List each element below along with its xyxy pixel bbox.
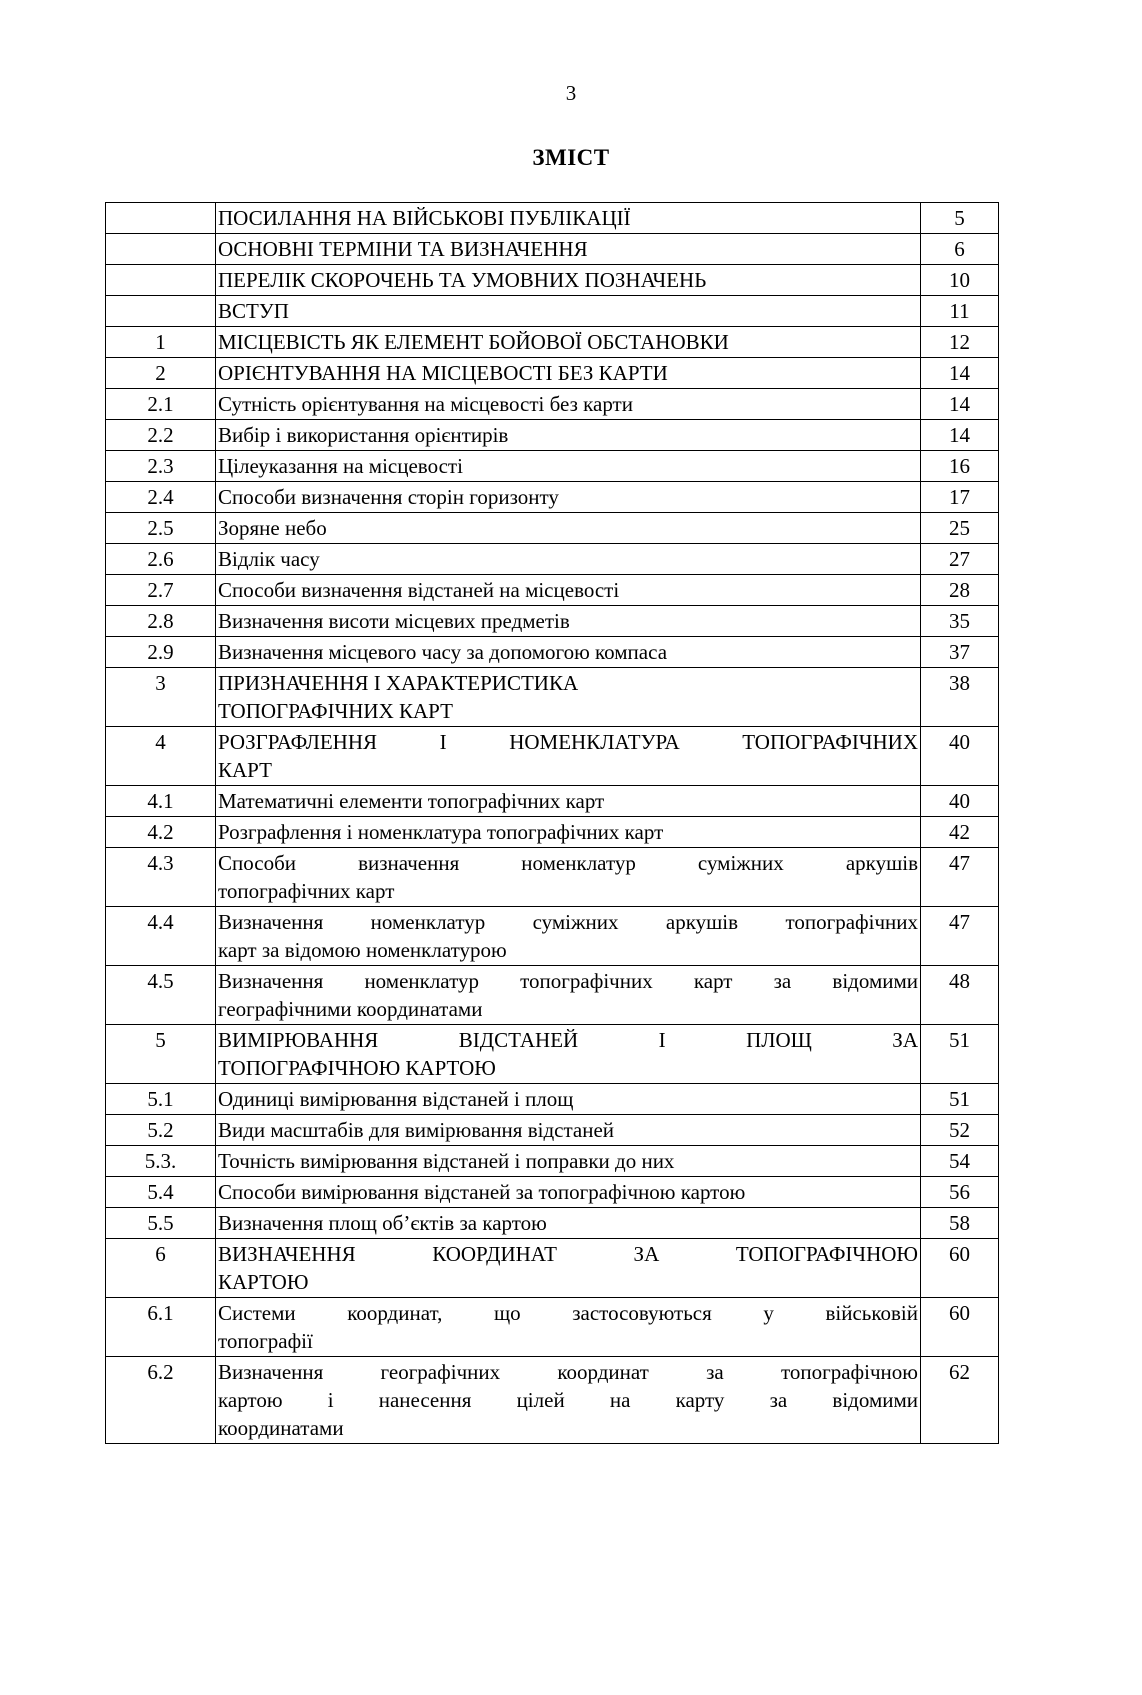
toc-title-line: Визначення висоти місцевих предметів bbox=[218, 609, 570, 633]
toc-section-title bbox=[216, 544, 921, 575]
toc-page-number: 12 bbox=[921, 327, 999, 358]
toc-section-title bbox=[216, 966, 921, 1025]
toc-page-number: 14 bbox=[921, 420, 999, 451]
toc-section-number bbox=[106, 234, 216, 265]
toc-row bbox=[106, 234, 999, 265]
toc-section-title bbox=[216, 848, 921, 907]
toc-section-number: 2.9 bbox=[106, 637, 216, 668]
toc-page-number: 47 bbox=[921, 848, 999, 907]
toc-title-line: Математичні елементи топографічних карт bbox=[218, 789, 605, 813]
toc-row bbox=[106, 1177, 999, 1208]
toc-title-line: ПРИЗНАЧЕННЯ І ХАРАКТЕРИСТИКА bbox=[218, 671, 579, 695]
page-number: 3 bbox=[565, 81, 577, 105]
toc-page-number: 10 bbox=[921, 265, 999, 296]
toc-section-number: 2.2 bbox=[106, 420, 216, 451]
toc-page-number: 56 bbox=[921, 1177, 999, 1208]
toc-title-line: Визначення площ об’єктів за картою bbox=[218, 1211, 547, 1235]
toc-section-number: 4.1 bbox=[106, 786, 216, 817]
toc-page-number: 42 bbox=[921, 817, 999, 848]
toc-row bbox=[106, 544, 999, 575]
toc-section-title bbox=[216, 606, 921, 637]
toc-page-number: 17 bbox=[921, 482, 999, 513]
toc-row bbox=[106, 265, 999, 296]
toc-title-line: координатами bbox=[218, 1416, 344, 1440]
toc-row bbox=[106, 786, 999, 817]
toc-title-line: топографічних карт bbox=[218, 879, 395, 903]
toc-title-line: Способи вимірювання відстаней за топографічною картою bbox=[218, 1180, 746, 1204]
toc-row bbox=[106, 1025, 999, 1084]
toc-page-number: 27 bbox=[921, 544, 999, 575]
toc-section-number: 4 bbox=[106, 727, 216, 786]
toc-page-number: 37 bbox=[921, 637, 999, 668]
toc-page-number: 14 bbox=[921, 358, 999, 389]
toc-row bbox=[106, 327, 999, 358]
toc-title-line: картою і нанесення цілей на карту за відомими bbox=[218, 1388, 918, 1412]
toc-section-title bbox=[216, 358, 921, 389]
toc-page-number: 11 bbox=[921, 296, 999, 327]
toc-section-title bbox=[216, 1298, 921, 1357]
toc-title-line: географічними координатами bbox=[218, 997, 483, 1021]
toc-row bbox=[106, 1298, 999, 1357]
toc-section-number: 2.8 bbox=[106, 606, 216, 637]
toc-section-title bbox=[216, 1115, 921, 1146]
toc-page-number: 25 bbox=[921, 513, 999, 544]
toc-section-number: 5 bbox=[106, 1025, 216, 1084]
toc-section-number: 1 bbox=[106, 327, 216, 358]
toc-section-number: 2.7 bbox=[106, 575, 216, 606]
toc-section-number: 2.4 bbox=[106, 482, 216, 513]
toc-section-title bbox=[216, 637, 921, 668]
toc-section-number bbox=[106, 265, 216, 296]
toc-title-line: Системи координат, що застосовуються у військовій bbox=[218, 1301, 918, 1325]
toc-page-number: 60 bbox=[921, 1239, 999, 1298]
toc-row bbox=[106, 358, 999, 389]
toc-section-title bbox=[216, 389, 921, 420]
toc-table bbox=[105, 202, 999, 1444]
toc-page-number: 35 bbox=[921, 606, 999, 637]
toc-title-line: Визначення місцевого часу за допомогою компаса bbox=[218, 640, 668, 664]
toc-section-number: 6 bbox=[106, 1239, 216, 1298]
toc-section-title bbox=[216, 1239, 921, 1298]
toc-title-line: ОРІЄНТУВАННЯ НА МІСЦЕВОСТІ БЕЗ КАРТИ bbox=[218, 361, 668, 385]
toc-title-line: ВСТУП bbox=[218, 299, 289, 323]
toc-section-title bbox=[216, 817, 921, 848]
toc-title-line: МІСЦЕВІСТЬ ЯК ЕЛЕМЕНТ БОЙОВОЇ ОБСТАНОВКИ bbox=[218, 330, 729, 354]
toc-section-title bbox=[216, 296, 921, 327]
toc-title-line: КАРТ bbox=[218, 758, 272, 782]
toc-section-number: 5.1 bbox=[106, 1084, 216, 1115]
toc-title-line: Визначення географічних координат за топографічною bbox=[218, 1360, 918, 1384]
toc-section-number: 6.1 bbox=[106, 1298, 216, 1357]
toc-row bbox=[106, 1208, 999, 1239]
toc-row bbox=[106, 1239, 999, 1298]
toc-row bbox=[106, 203, 999, 234]
toc-row bbox=[106, 727, 999, 786]
toc-section-title bbox=[216, 420, 921, 451]
toc-section-number bbox=[106, 296, 216, 327]
toc-row bbox=[106, 1084, 999, 1115]
toc-section-number: 5.5 bbox=[106, 1208, 216, 1239]
toc-section-title bbox=[216, 1357, 921, 1444]
toc-title-line: топографії bbox=[218, 1329, 313, 1353]
toc-page-number: 16 bbox=[921, 451, 999, 482]
toc-section-number: 2.6 bbox=[106, 544, 216, 575]
toc-row bbox=[106, 668, 999, 727]
toc-row bbox=[106, 482, 999, 513]
toc-row bbox=[106, 1115, 999, 1146]
toc-title-line: ПЕРЕЛІК СКОРОЧЕНЬ ТА УМОВНИХ ПОЗНАЧЕНЬ bbox=[218, 268, 707, 292]
toc-section-title bbox=[216, 1084, 921, 1115]
toc-title-line: ОСНОВНІ ТЕРМІНИ ТА ВИЗНАЧЕННЯ bbox=[218, 237, 588, 261]
toc-row bbox=[106, 451, 999, 482]
toc-section-title bbox=[216, 575, 921, 606]
toc-title-line: ВИЗНАЧЕННЯ КООРДИНАТ ЗА ТОПОГРАФІЧНОЮ bbox=[218, 1242, 918, 1266]
page-title: ЗМІСТ bbox=[532, 145, 610, 170]
toc-title-line: ТОПОГРАФІЧНОЮ КАРТОЮ bbox=[218, 1056, 496, 1080]
toc-page-number: 62 bbox=[921, 1357, 999, 1444]
toc-section-number: 4.5 bbox=[106, 966, 216, 1025]
toc-title-line: Види масштабів для вимірювання відстаней bbox=[218, 1118, 615, 1142]
toc-section-number: 4.2 bbox=[106, 817, 216, 848]
toc-section-number bbox=[106, 203, 216, 234]
toc-row bbox=[106, 575, 999, 606]
toc-section-title bbox=[216, 482, 921, 513]
toc-page-number: 52 bbox=[921, 1115, 999, 1146]
toc-title-line: ПОСИЛАННЯ НА ВІЙСЬКОВІ ПУБЛІКАЦІЇ bbox=[218, 206, 631, 230]
toc-page-number: 51 bbox=[921, 1025, 999, 1084]
toc-section-title bbox=[216, 1177, 921, 1208]
toc-title-line: Розграфлення і номенклатура топографічних карт bbox=[218, 820, 664, 844]
toc-page-number: 5 bbox=[921, 203, 999, 234]
toc-title-line: РОЗГРАФЛЕННЯ І НОМЕНКЛАТУРА ТОПОГРАФІЧНИХ bbox=[218, 730, 918, 754]
toc-section-number: 2.3 bbox=[106, 451, 216, 482]
toc-title-line: Відлік часу bbox=[218, 547, 320, 571]
document-page bbox=[0, 80, 1142, 1695]
toc-row bbox=[106, 907, 999, 966]
toc-section-title bbox=[216, 1208, 921, 1239]
toc-section-title bbox=[216, 1146, 921, 1177]
toc-page-number: 6 bbox=[921, 234, 999, 265]
toc-section-number: 5.2 bbox=[106, 1115, 216, 1146]
toc-row bbox=[106, 848, 999, 907]
toc-section-title bbox=[216, 727, 921, 786]
toc-title-line: Способи визначення номенклатур суміжних аркушів bbox=[218, 851, 918, 875]
toc-section-title bbox=[216, 203, 921, 234]
toc-title-line: Способи визначення сторін горизонту bbox=[218, 485, 559, 509]
toc-section-title bbox=[216, 451, 921, 482]
toc-section-title bbox=[216, 265, 921, 296]
toc-row bbox=[106, 513, 999, 544]
toc-row bbox=[106, 389, 999, 420]
toc-title-line: Зоряне небо bbox=[218, 516, 327, 540]
toc-page-number: 28 bbox=[921, 575, 999, 606]
toc-page-number: 40 bbox=[921, 786, 999, 817]
toc-section-number: 5.4 bbox=[106, 1177, 216, 1208]
toc-row bbox=[106, 966, 999, 1025]
toc-row bbox=[106, 637, 999, 668]
toc-section-number: 5.3. bbox=[106, 1146, 216, 1177]
toc-section-number: 4.4 bbox=[106, 907, 216, 966]
toc-title-line: Точність вимірювання відстаней і поправки до них bbox=[218, 1149, 675, 1173]
toc-row bbox=[106, 296, 999, 327]
toc-page-number: 48 bbox=[921, 966, 999, 1025]
toc-page-number: 40 bbox=[921, 727, 999, 786]
toc-row bbox=[106, 420, 999, 451]
toc-row bbox=[106, 606, 999, 637]
toc-title-line: Способи визначення відстаней на місцевості bbox=[218, 578, 620, 602]
toc-section-title bbox=[216, 234, 921, 265]
toc-title-line: ТОПОГРАФІЧНИХ КАРТ bbox=[218, 699, 453, 723]
toc-page-number: 54 bbox=[921, 1146, 999, 1177]
toc-page-number: 51 bbox=[921, 1084, 999, 1115]
toc-section-title bbox=[216, 907, 921, 966]
toc-section-title bbox=[216, 786, 921, 817]
toc-section-number: 4.3 bbox=[106, 848, 216, 907]
toc-title-line: Цілеуказання на місцевості bbox=[218, 454, 463, 478]
toc-section-title bbox=[216, 327, 921, 358]
toc-title-line: Визначення номенклатур топографічних карт за відомими bbox=[218, 969, 918, 993]
toc-section-title bbox=[216, 513, 921, 544]
toc-section-title bbox=[216, 1025, 921, 1084]
toc-row bbox=[106, 1146, 999, 1177]
toc-title-line: ВИМІРЮВАННЯ ВІДСТАНЕЙ І ПЛОЩ ЗА bbox=[218, 1028, 918, 1052]
toc-section-number: 3 bbox=[106, 668, 216, 727]
toc-title-line: карт за відомою номенклатурою bbox=[218, 938, 507, 962]
toc-section-number: 6.2 bbox=[106, 1357, 216, 1444]
toc-section-number: 2.5 bbox=[106, 513, 216, 544]
toc-section-number: 2 bbox=[106, 358, 216, 389]
toc-title-line: Одиниці вимірювання відстаней і площ bbox=[218, 1087, 574, 1111]
toc-page-number: 47 bbox=[921, 907, 999, 966]
toc-page-number: 58 bbox=[921, 1208, 999, 1239]
toc-row bbox=[106, 1357, 999, 1444]
toc-row bbox=[106, 817, 999, 848]
toc-title-line: КАРТОЮ bbox=[218, 1270, 309, 1294]
toc-page-number: 38 bbox=[921, 668, 999, 727]
toc-title-line: Вибір і використання орієнтирів bbox=[218, 423, 509, 447]
toc-section-number: 2.1 bbox=[106, 389, 216, 420]
toc-title-line: Визначення номенклатур суміжних аркушів топографічних bbox=[218, 910, 918, 934]
toc-page-number: 60 bbox=[921, 1298, 999, 1357]
toc-title-line: Сутність орієнтування на місцевості без карти bbox=[218, 392, 633, 416]
toc-page-number: 14 bbox=[921, 389, 999, 420]
toc-section-title bbox=[216, 668, 921, 727]
